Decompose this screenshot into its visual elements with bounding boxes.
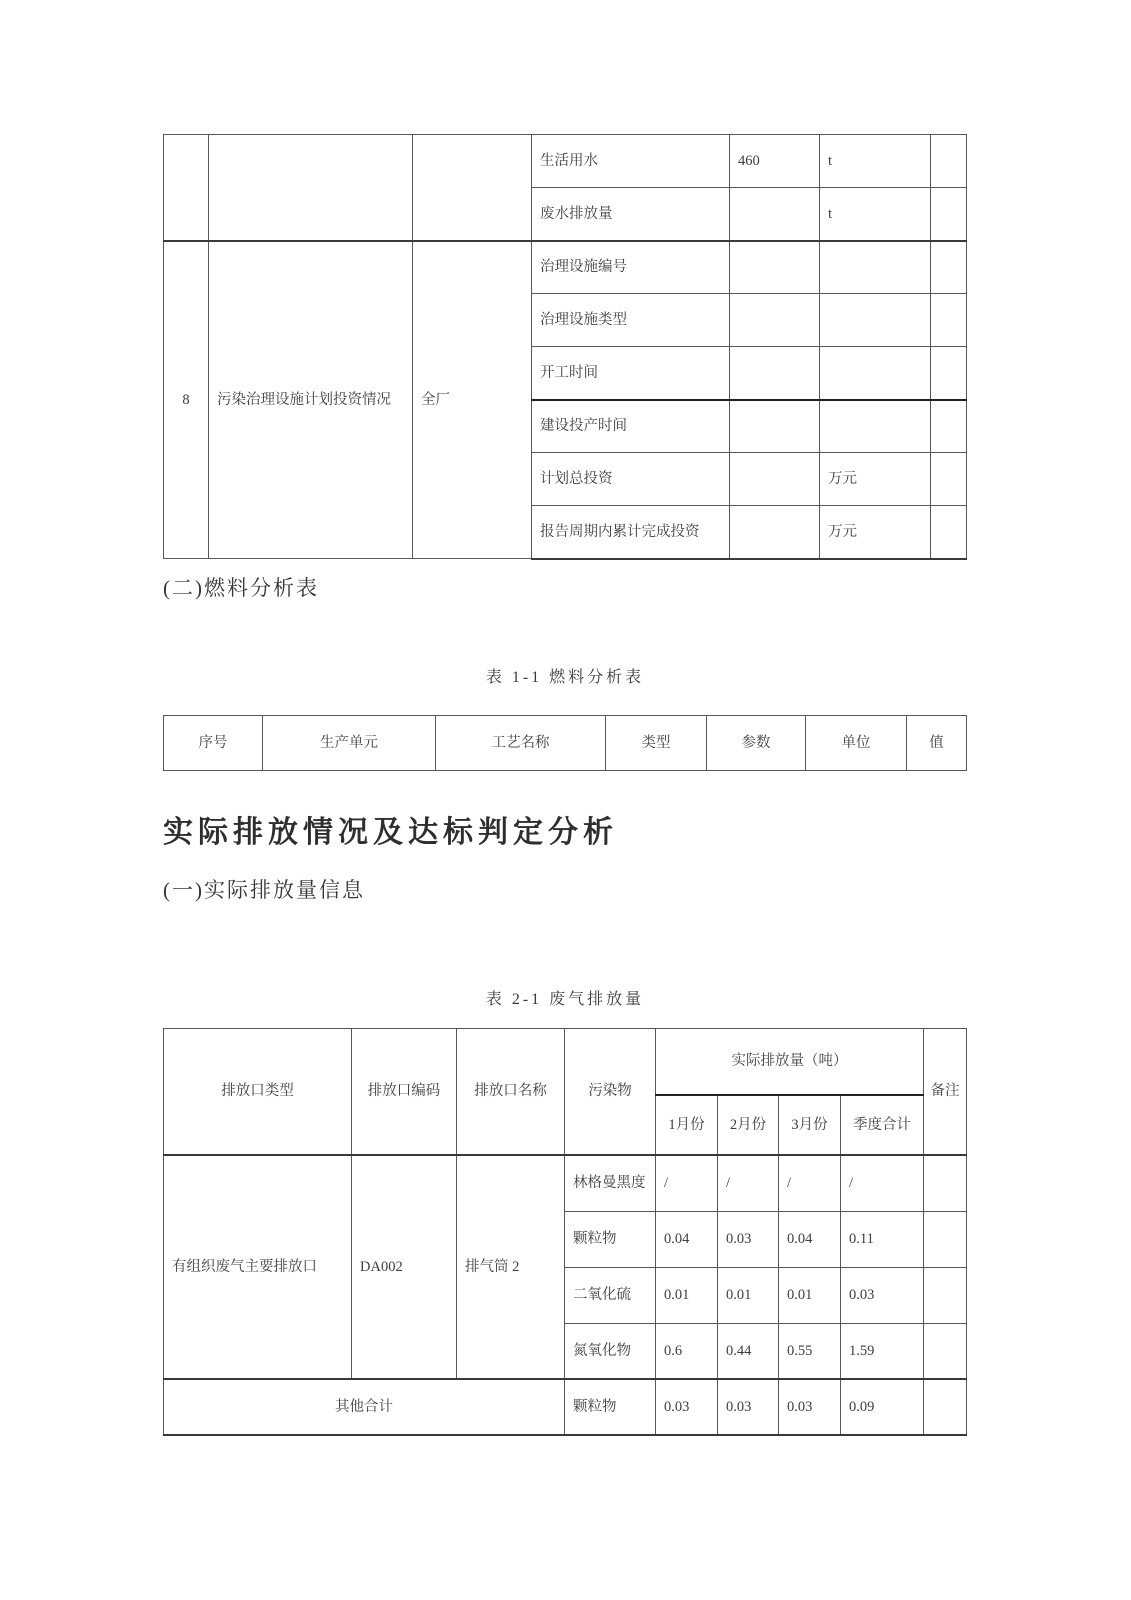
cell-unit [820, 347, 931, 400]
cell-mar: 0.04 [779, 1211, 841, 1267]
header-parameter: 参数 [707, 715, 806, 770]
header-note: 备注 [924, 1028, 967, 1155]
cell-note [931, 347, 967, 400]
cell-scope: 全厂 [413, 241, 532, 559]
cell-value [730, 506, 820, 559]
cell-unit [820, 241, 931, 294]
cell-pollutant: 林格曼黑度 [565, 1155, 656, 1211]
cell-unit: 万元 [820, 506, 931, 559]
cell-outlet-code: DA002 [352, 1155, 457, 1379]
cell-scope [413, 135, 532, 241]
cell-item: 报告周期内累计完成投资 [532, 506, 730, 559]
cell-pollutant: 氮氧化物 [565, 1323, 656, 1379]
cell-jan: 0.03 [656, 1379, 718, 1435]
cell-outlet-type: 有组织废气主要排放口 [164, 1155, 352, 1379]
cell-note [931, 506, 967, 559]
cell-item: 生活用水 [532, 135, 730, 188]
cell-unit [820, 294, 931, 347]
header-outlet-code: 排放口编码 [352, 1028, 457, 1155]
emission-table-caption: 表 2-1 废气排放量 [485, 990, 645, 1008]
cell-index [164, 135, 209, 241]
header-outlet-type: 排放口类型 [164, 1028, 352, 1155]
table-row [164, 241, 967, 294]
cell-quarter: 1.59 [841, 1323, 924, 1379]
cell-jan: 0.01 [656, 1267, 718, 1323]
cell-value: 460 [730, 135, 820, 188]
header-type: 类型 [606, 715, 707, 770]
actual-emission-section-heading: (一)实际排放量信息 [163, 877, 365, 902]
cell-value [730, 347, 820, 400]
cell-unit: 万元 [820, 453, 931, 506]
cell-jan: 0.6 [656, 1323, 718, 1379]
page-title: 实际排放情况及达标判定分析 [163, 815, 618, 849]
cell-item: 治理设施类型 [532, 294, 730, 347]
cell-mar: 0.03 [779, 1379, 841, 1435]
table-row [164, 135, 967, 188]
cell-note [924, 1323, 967, 1379]
cell-value [730, 294, 820, 347]
cell-note [931, 294, 967, 347]
cell-quarter: 0.11 [841, 1211, 924, 1267]
cell-jan: 0.04 [656, 1211, 718, 1267]
cell-value [730, 400, 820, 453]
cell-feb: / [718, 1155, 779, 1211]
cell-note [931, 135, 967, 188]
table-row-other-total [164, 1379, 967, 1435]
cell-outlet-name: 排气筒 2 [457, 1155, 565, 1379]
table-header-row [164, 715, 967, 770]
cell-value [730, 453, 820, 506]
header-pollutant: 污染物 [565, 1028, 656, 1155]
cell-feb: 0.03 [718, 1211, 779, 1267]
header-value: 值 [907, 715, 967, 770]
cell-category: 污染治理设施计划投资情况 [209, 241, 413, 559]
cell-feb: 0.01 [718, 1267, 779, 1323]
cell-item: 废水排放量 [532, 188, 730, 241]
cell-pollutant: 二氧化硫 [565, 1267, 656, 1323]
header-month-3: 3月份 [779, 1095, 841, 1155]
cell-value [730, 188, 820, 241]
cell-note [924, 1379, 967, 1435]
cell-pollutant: 颗粒物 [565, 1379, 656, 1435]
cell-mar: / [779, 1155, 841, 1211]
cell-item: 计划总投资 [532, 453, 730, 506]
cell-item: 建设投产时间 [532, 400, 730, 453]
cell-mar: 0.01 [779, 1267, 841, 1323]
header-outlet-name: 排放口名称 [457, 1028, 565, 1155]
cell-unit: t [820, 135, 931, 188]
fuel-section-heading: (二)燃料分析表 [163, 575, 319, 600]
cell-pollutant: 颗粒物 [565, 1211, 656, 1267]
header-actual-emission: 实际排放量（吨） [656, 1028, 924, 1095]
cell-item: 开工时间 [532, 347, 730, 400]
table-row [164, 1155, 967, 1211]
cell-note [931, 188, 967, 241]
cell-quarter: 0.03 [841, 1267, 924, 1323]
header-unit: 单位 [806, 715, 907, 770]
cell-mar: 0.55 [779, 1323, 841, 1379]
table-header-row [164, 1028, 967, 1095]
cell-note [924, 1267, 967, 1323]
cell-item: 治理设施编号 [532, 241, 730, 294]
waste-gas-emission-table [163, 1028, 967, 1437]
cell-index: 8 [164, 241, 209, 559]
cell-category [209, 135, 413, 241]
cell-value [730, 241, 820, 294]
header-month-1: 1月份 [656, 1095, 718, 1155]
cell-jan: / [656, 1155, 718, 1211]
cell-unit [820, 400, 931, 453]
cell-feb: 0.44 [718, 1323, 779, 1379]
cell-note [931, 453, 967, 506]
fuel-analysis-table [163, 715, 967, 771]
cell-other-total-label: 其他合计 [164, 1379, 565, 1435]
cell-feb: 0.03 [718, 1379, 779, 1435]
cell-note [931, 241, 967, 294]
header-process-name: 工艺名称 [436, 715, 606, 770]
cell-quarter: / [841, 1155, 924, 1211]
investment-table [163, 134, 967, 560]
header-seq: 序号 [164, 715, 263, 770]
fuel-table-caption: 表 1-1 燃料分析表 [485, 668, 645, 686]
cell-quarter: 0.09 [841, 1379, 924, 1435]
header-quarter-total: 季度合计 [841, 1095, 924, 1155]
cell-unit: t [820, 188, 931, 241]
header-production-unit: 生产单元 [263, 715, 436, 770]
cell-note [924, 1155, 967, 1211]
cell-note [931, 400, 967, 453]
cell-note [924, 1211, 967, 1267]
header-month-2: 2月份 [718, 1095, 779, 1155]
